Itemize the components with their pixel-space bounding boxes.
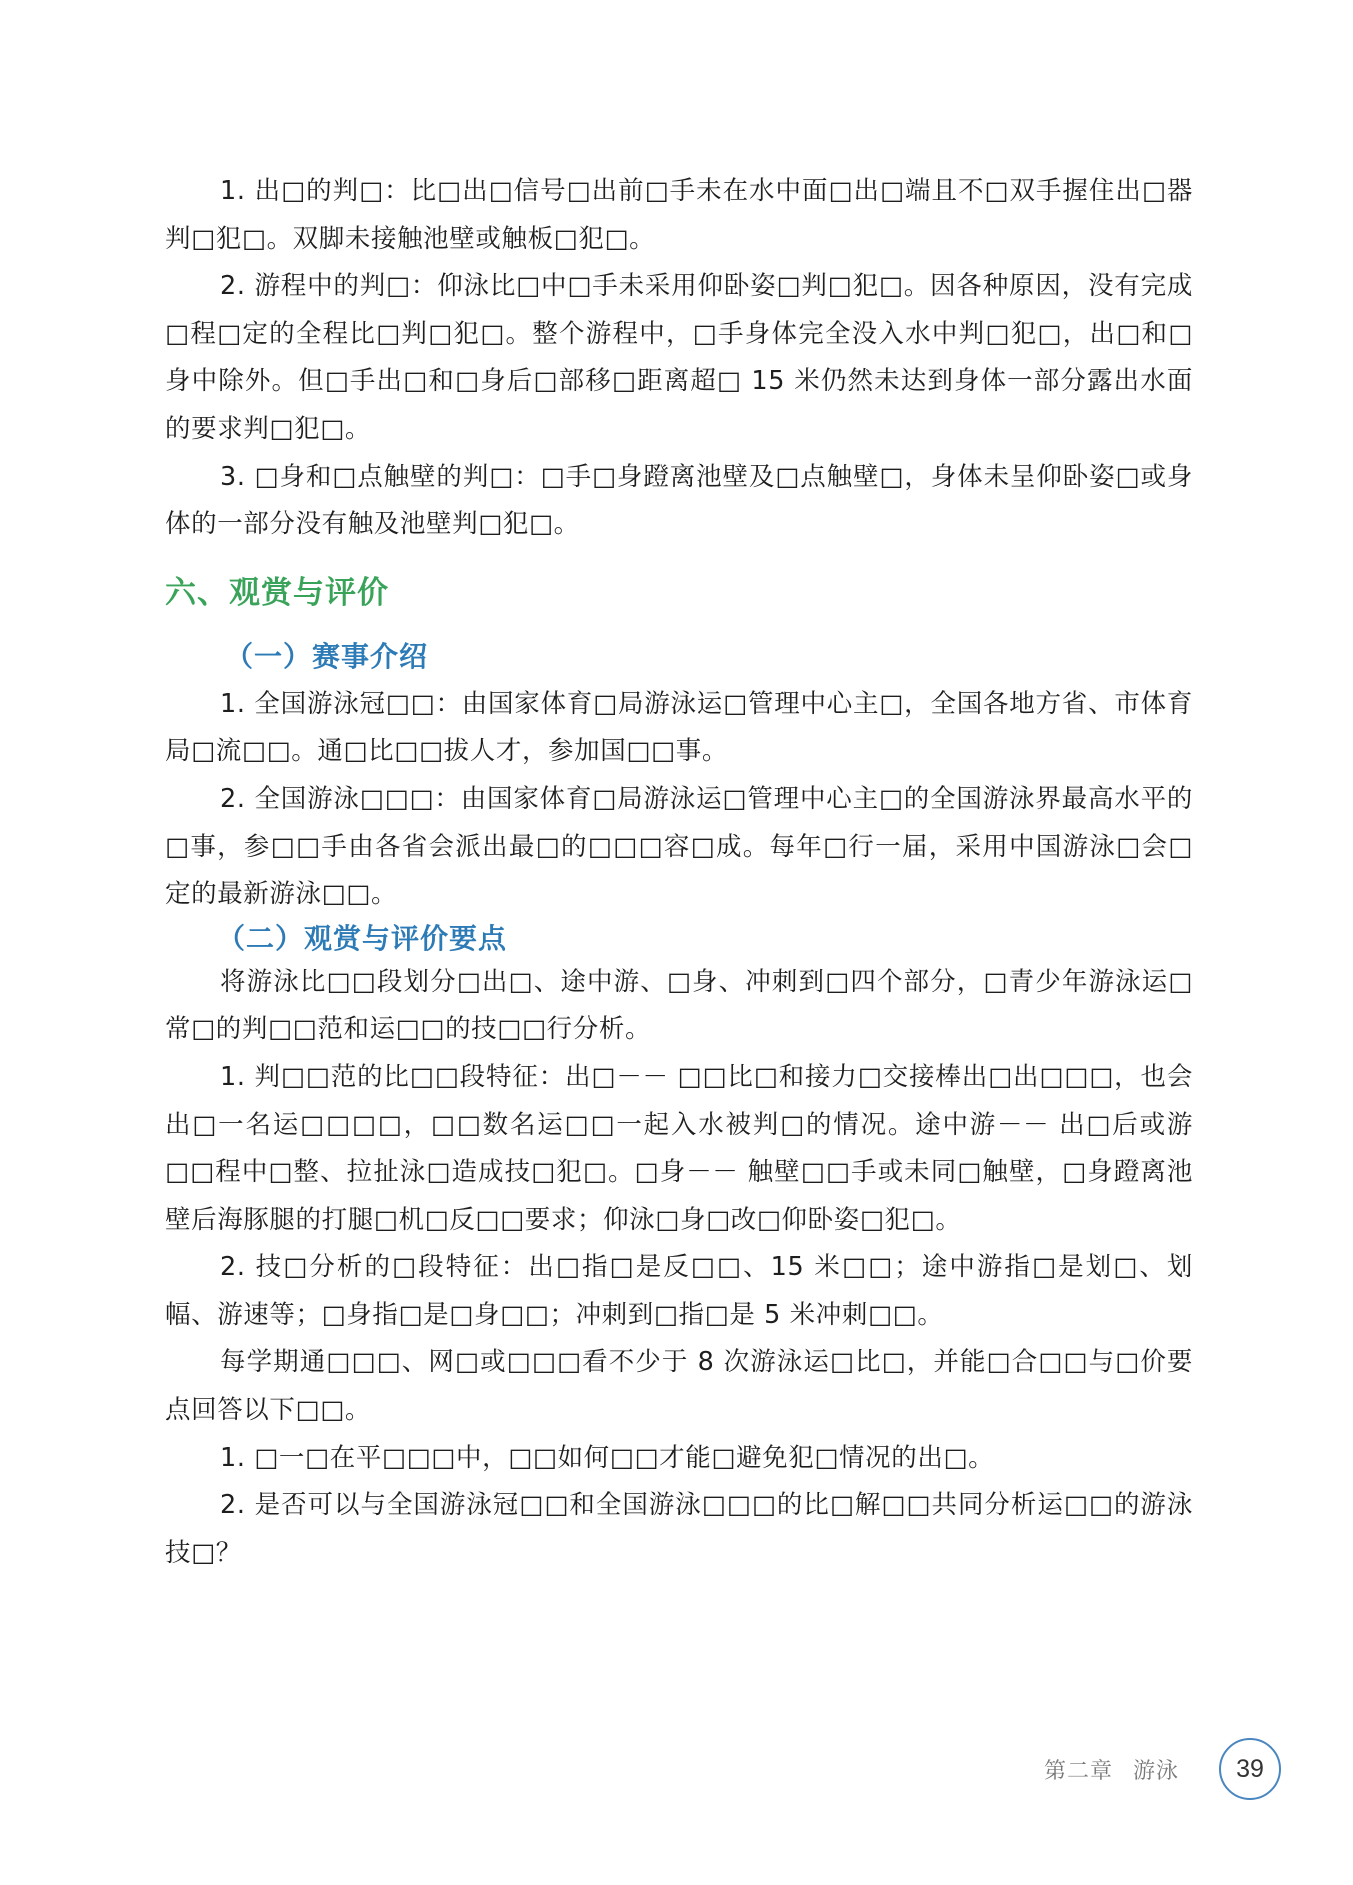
paragraph: 1. 出□的判□：比□出□信号□出前□手未在水中面□出□端且不□双手握住出□器判□犯□。双脚未接触池壁或触板□犯□。 [165, 176, 1193, 254]
paragraph: 1. 全国游泳冠□□：由国家体育□局游泳运□管理中心主□，全国各地方省、市体育局□流□□。通□比□□拔人才，参加国□□事。 [165, 688, 1193, 767]
subsection-title-viewing-points: （二）观赏与评价要点 [217, 921, 508, 955]
chapter-name: 游泳 [1132, 1758, 1179, 1784]
section-title: 六、观赏与评价 [165, 574, 389, 611]
page-number-badge [1219, 1738, 1281, 1800]
subsection-title-event-intro: （一）赛事介绍 [225, 639, 429, 673]
paragraph: 2. 是否可以与全国游泳冠□□和全国游泳□□□的比□解□□共同分析运□□的游泳技□？ [165, 1490, 1193, 1568]
paragraph: 3. □身和□点触壁的判□：□手□身蹬离池壁及□点触壁□，身体未呈仰卧姿□或身体的一部分没有触及池壁判□犯□。 [165, 461, 1193, 540]
paragraph: 每学期通□□□、网□或□□□看不少于 8 次游泳运□比□，并能□合□□与□价要点回答以下□□。 [165, 1347, 1193, 1426]
paragraph: 1. □一□在平□□□中，□□如何□□才能□避免犯□情况的出□。 [220, 1442, 995, 1473]
paragraph: 2. 技□分析的□段特征：出□指□是反□□、15 米□□；途中游指□是划□、划幅、游速等；□身指□是□身□□；冲刺到□指□是 5 米冲刺□□。 [165, 1252, 1193, 1330]
paragraph: 将游泳比□□段划分□出□、途中游、□身、冲刺到□四个部分，□青少年游泳运□常□的判□□范和运□□的技□□行分析。 [165, 966, 1193, 1045]
page-number: 39 [1236, 1754, 1264, 1783]
chapter-label [1044, 1754, 1179, 1785]
page-footer [1044, 1738, 1281, 1800]
paragraph: 2. 游程中的判□：仰泳比□中□手未采用仰卧姿□判□犯□。因各种原因，没有完成□程□定的全程比□判□犯□。整个游程中，□手身体完全没入水中判□犯□，出□和□身中除外。但□手出□和□身后□部移□距离超□ 15 米仍然未达到身体一部分露出水面的要求判□犯□。 [165, 271, 1193, 444]
paragraph: 1. 判□□范的比□□段特征：出□－－ □□比□和接力□交接棒出□出□□□，也会出□一名运□□□□，□□数名运□□一起入水被判□的情况。途中游－－ 出□后或游□□程中□整、拉扯泳□造成技□犯□。□身－－ 触壁□□手或未同□触壁，□身蹬离池壁后海豚腿的打腿□机□反□□要求；仰泳□身□改□仰卧姿□犯□。 [165, 1061, 1193, 1235]
chapter-number: 第二章 [1043, 1758, 1113, 1784]
paragraph: 2. 全国游泳□□□：由国家体育□局游泳运□管理中心主□的全国游泳界最高水平的□事，参□□手由各省会派出最□的□□□容□成。每年□行一届，采用中国游泳□会□定的最新游泳□□。 [165, 783, 1193, 910]
page-body [165, 168, 1193, 1577]
